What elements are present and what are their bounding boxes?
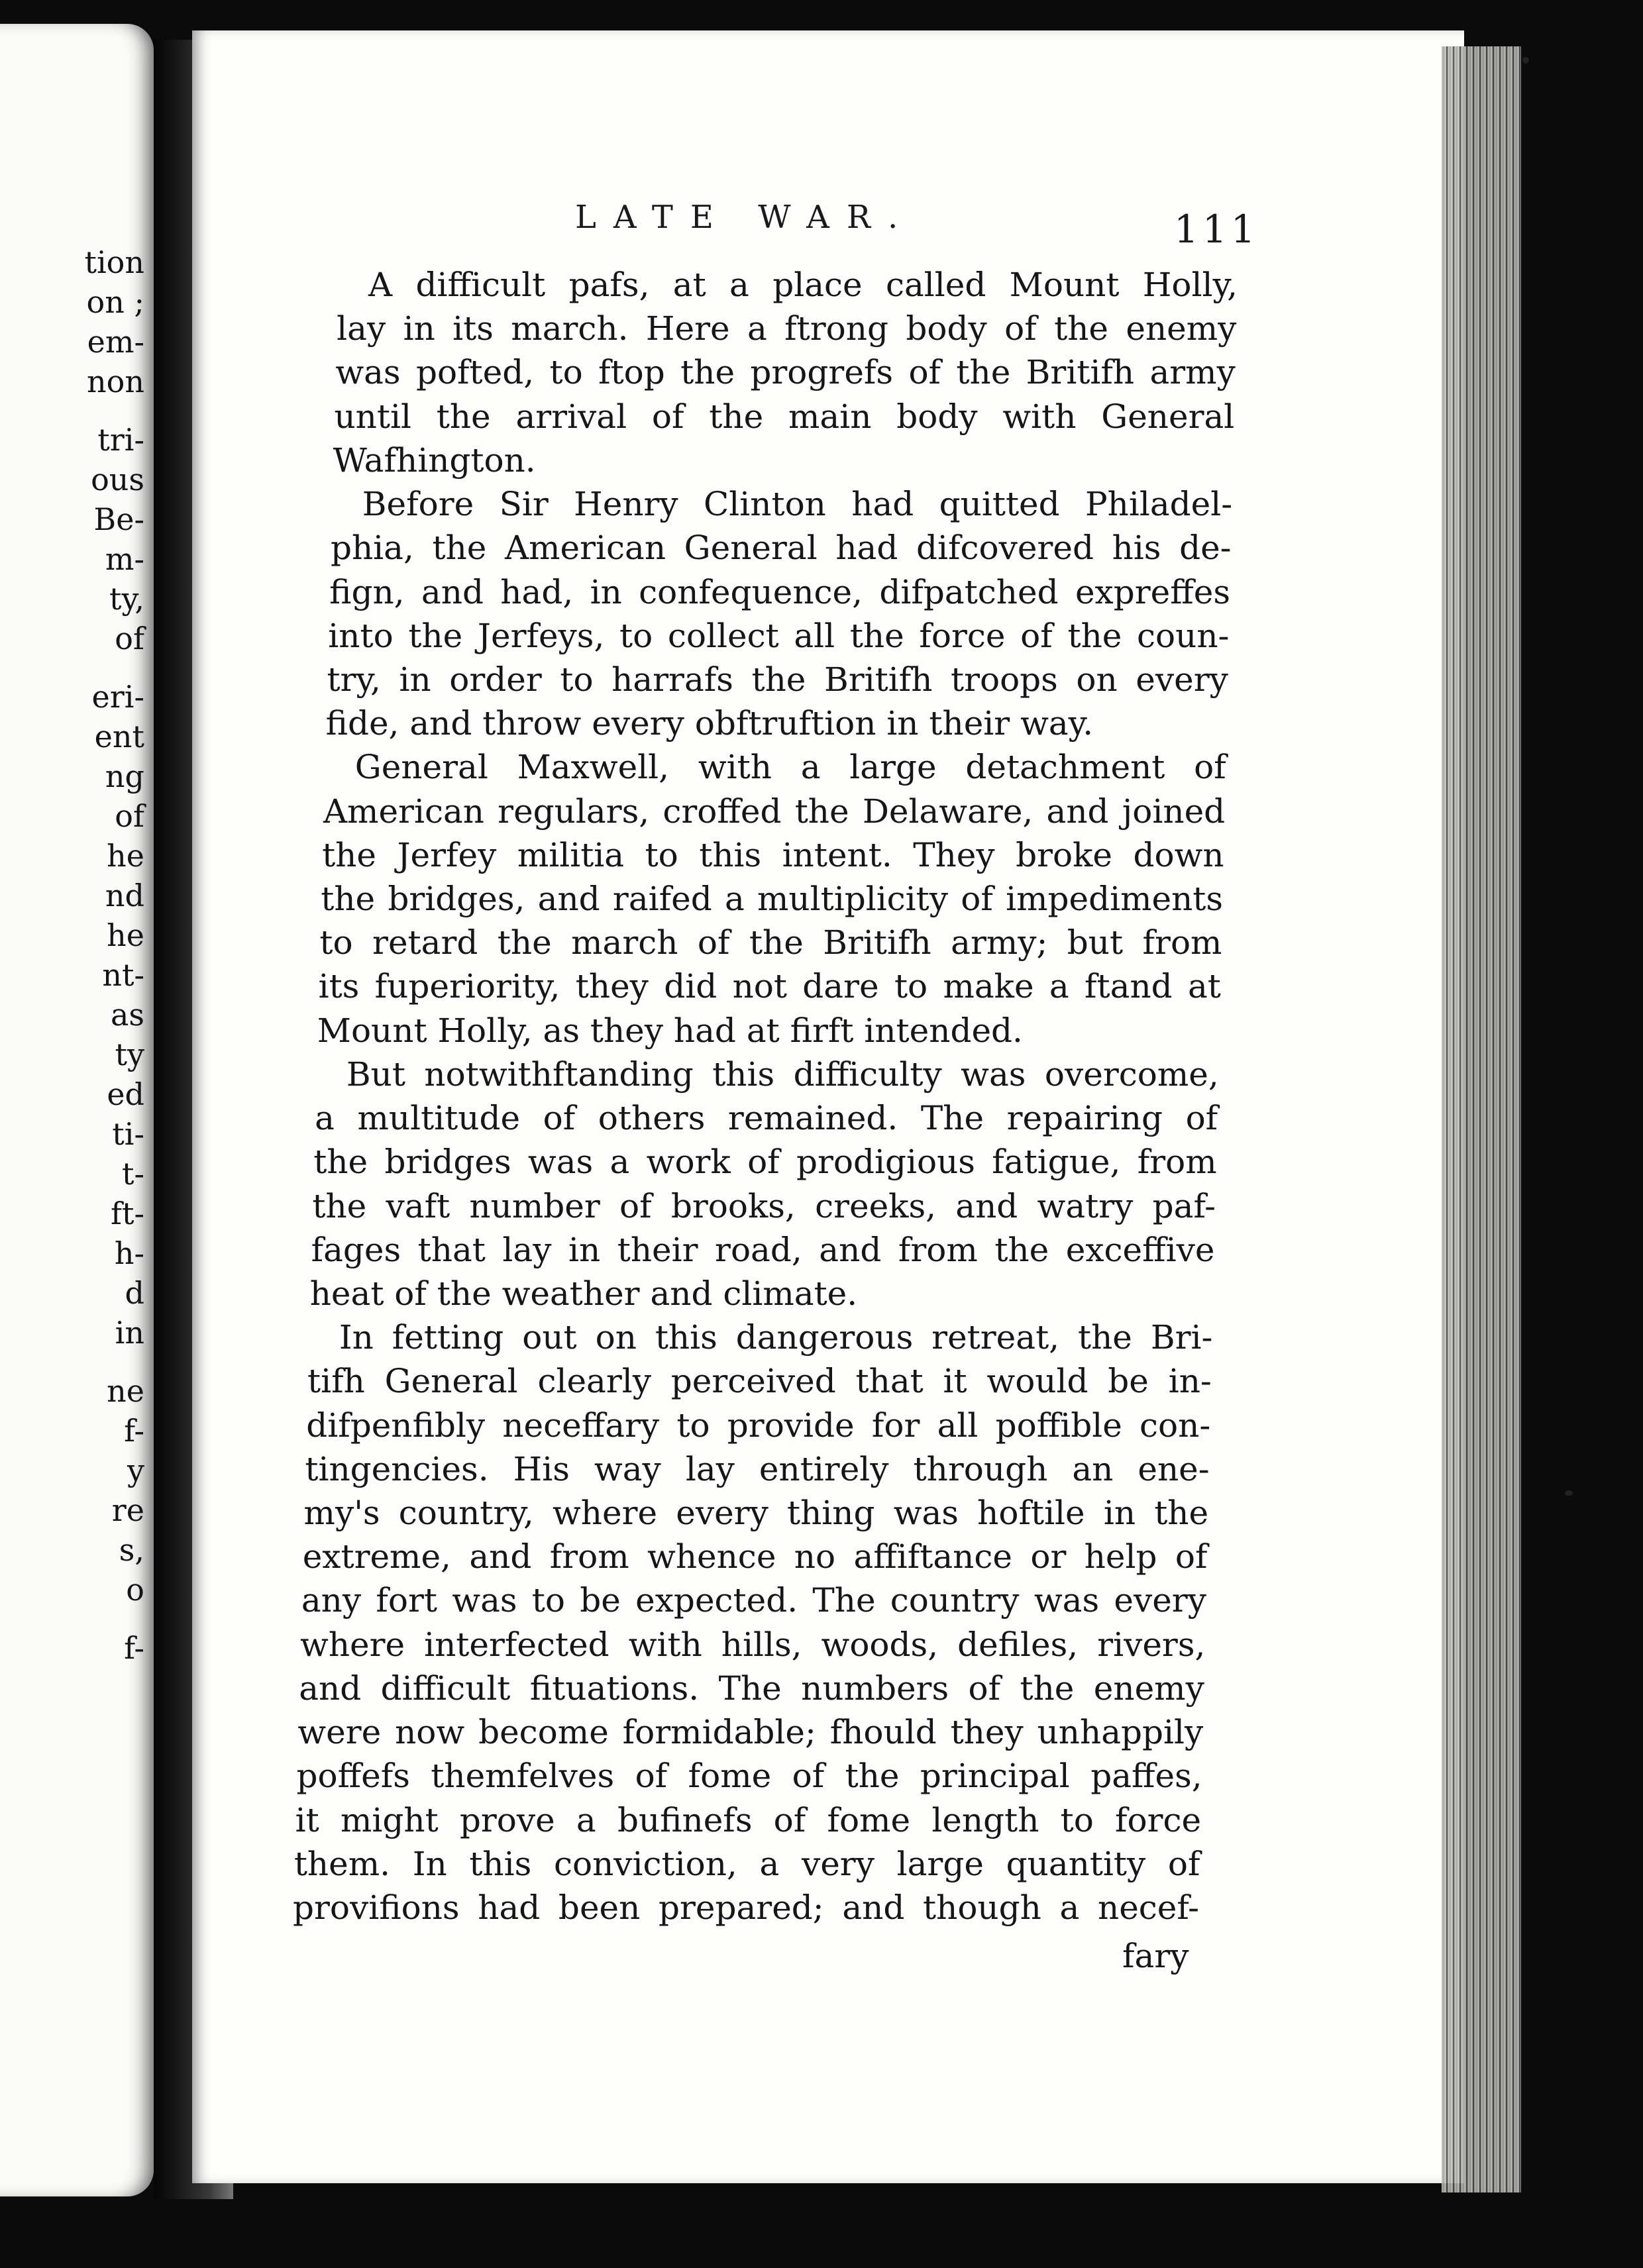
catchword: fary [1122, 1937, 1189, 1975]
left-page-fragment: y [127, 1453, 144, 1488]
text-line: phia, the American General had difcovered his de- [330, 529, 1232, 568]
left-page-fragment: ent [94, 719, 144, 754]
text-line: its fuperiority, they did not dare to make a ftand at [318, 967, 1221, 1006]
left-page-fragment: ty, [109, 581, 144, 617]
left-page-fragment: nd [105, 878, 144, 913]
left-page-fragment: ne [107, 1373, 144, 1409]
text-line: it might prove a bufinefs of fome length to force [295, 1800, 1202, 1839]
left-page-fragment: h- [114, 1235, 144, 1271]
left-page-fragment: he [107, 917, 144, 953]
left-page-fragment: of [115, 621, 144, 656]
left-page-fragment: in [115, 1315, 144, 1351]
text-line: fide, and throw every obftruftion in their way. [325, 704, 1094, 743]
left-page-fragment: nt- [102, 957, 144, 993]
text-line: poffefs themfelves of fome of the principal paffes, [296, 1757, 1202, 1796]
left-page-fragment: tion [84, 244, 144, 280]
text-line: the bridges, and raifed a multiplicity of impediments [321, 880, 1224, 919]
left-page-fragment: Be- [93, 501, 144, 537]
running-head: LATE WAR. [575, 199, 916, 236]
left-page [0, 24, 154, 2196]
text-line: Wafhington. [333, 440, 536, 480]
left-page-fragment: f- [124, 1630, 144, 1666]
text-line: provifions had been prepared; and though a necef- [293, 1888, 1199, 1927]
left-page-fragment: s, [119, 1532, 144, 1568]
ink-speck [1565, 1490, 1573, 1496]
text-line: difpenfibly neceffary to provide for all poffible con- [306, 1406, 1211, 1445]
text-line: any fort was to be expected. The country was every [301, 1581, 1206, 1620]
left-page-fragment: as [110, 997, 144, 1033]
text-line: until the arrival of the main body with General [334, 397, 1235, 436]
text-line: my's country, where every thing was hoftile in the [303, 1494, 1209, 1533]
text-line: lay in its march. Here a ftrong body of the enemy [337, 309, 1237, 348]
left-page-fragment: ty [115, 1037, 144, 1072]
text-line: were now become formidable; fhould they unhappily [297, 1713, 1204, 1752]
text-line: tingencies. His way lay entirely through an ene- [305, 1449, 1210, 1488]
left-page-fragment: ti- [112, 1116, 144, 1152]
left-page-fragment: of [115, 798, 144, 834]
page-number: 111 [1174, 207, 1259, 252]
page-edges [1442, 46, 1521, 2192]
text-line: Before Sir Henry Clinton had quitted Philadel- [362, 485, 1233, 524]
text-line: try, in order to harrafs the Britifh troops on every [327, 660, 1228, 699]
ink-speck [1522, 57, 1529, 64]
text-line: was pofted, to ftop the progrefs of the Britifh army [335, 353, 1236, 392]
text-line: American regulars, croffed the Delaware, and joined [323, 792, 1226, 831]
text-line: the bridges was a work of prodigious fatigue, from [313, 1143, 1217, 1182]
text-line: the Jerfey militia to this intent. They broke down [322, 835, 1224, 874]
text-line: heat of the weather and climate. [309, 1274, 858, 1313]
text-line: A difficult pafs, at a place called Mount Holly, [368, 266, 1238, 304]
left-page-fragment: eri- [91, 679, 144, 715]
text-line: into the Jerfeys, to collect all the force of the coun- [328, 616, 1230, 655]
text-line: them. In this conviction, a very large quantity of [293, 1844, 1200, 1883]
left-page-fragment: he [107, 838, 144, 874]
text-line: where interfected with hills, woods, defiles, rivers, [300, 1625, 1206, 1664]
text-line: But notwithftanding this difficulty was overcome, [346, 1055, 1219, 1094]
left-page-fragment: d [125, 1275, 144, 1311]
left-page-fragment: tri- [97, 422, 144, 458]
left-page-fragment: ous [91, 462, 144, 497]
text-line: fign, and had, in confequence, difpatched expreffes [329, 572, 1231, 611]
text-line: extreme, and from whence no affiftance or help of [302, 1537, 1208, 1576]
left-page-fragment: m- [105, 541, 144, 577]
text-line: fages that lay in their road, and from the exceffive [311, 1230, 1215, 1269]
left-page-fragment: ft- [110, 1196, 144, 1231]
text-line: the vaft number of brooks, creeks, and watry paf- [312, 1186, 1216, 1225]
text-line: In fetting out on this dangerous retreat, the Bri- [339, 1318, 1213, 1357]
left-page-fragment: re [111, 1492, 144, 1528]
text-line: General Maxwell, with a large detachment of [354, 748, 1226, 787]
text-line: Mount Holly, as they had at firft intended. [317, 1011, 1023, 1050]
left-page-fragment: ng [105, 758, 144, 794]
text-line: to retard the march of the Britifh army; but from [319, 923, 1222, 962]
left-page-fragment: t- [121, 1156, 144, 1192]
left-page-fragment: ed [107, 1076, 144, 1112]
text-line: and difficult fituations. The numbers of the enemy [299, 1669, 1204, 1708]
left-page-fragment: o [126, 1572, 144, 1608]
text-line: tifh General clearly perceived that it would be in- [307, 1362, 1212, 1401]
left-page-fragment: f- [124, 1413, 144, 1449]
left-page-fragment: em- [87, 324, 144, 360]
left-page-fragment: non [87, 364, 144, 399]
left-page-fragment: on ; [86, 284, 144, 320]
text-line: a multitude of others remained. The repairing of [315, 1099, 1218, 1138]
